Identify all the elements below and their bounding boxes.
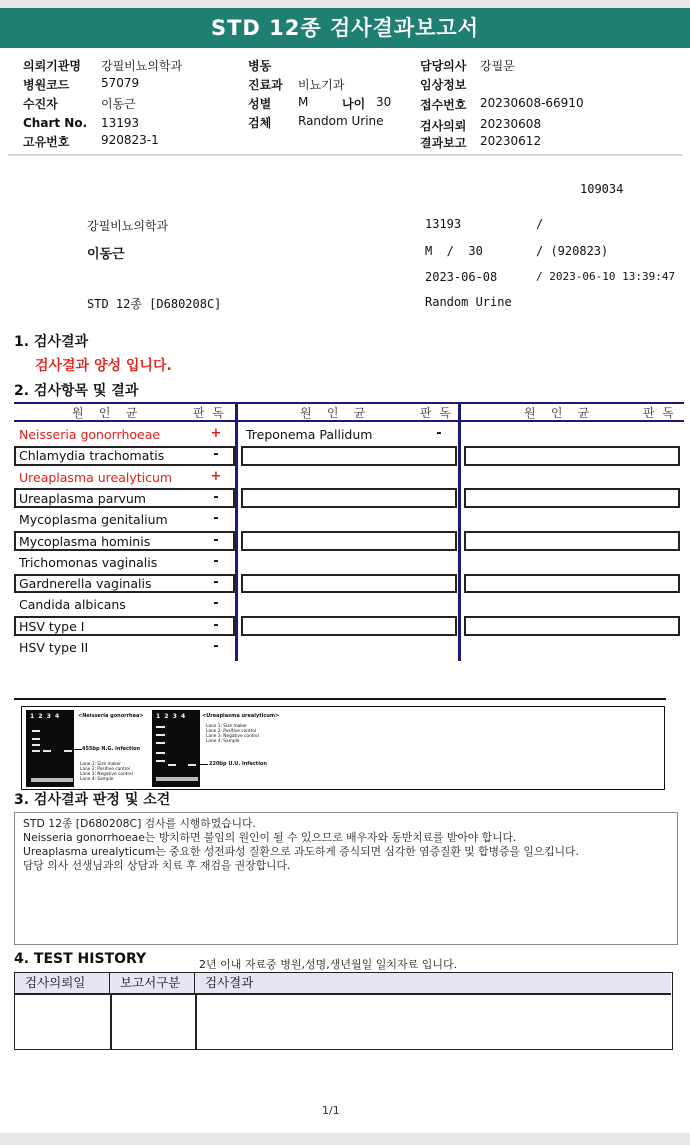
chart-no-value: 13193 [101,116,140,130]
gel1-band [32,738,40,740]
department-label: 진료과 [248,78,283,92]
gel1-legend [80,762,133,782]
result-row-box [464,574,680,594]
result-row-box [241,531,457,551]
patient-value: 이동근 [101,97,136,111]
header-pathogen-1: 원 인 균 [72,406,138,420]
pathogen-name: Trichomonas vaginalis [19,554,158,570]
result-sign: - [213,596,219,612]
result-sign: + [210,426,222,441]
summary-chart-no: 13193 [425,217,462,231]
receipt-value: 20230608-66910 [480,96,584,110]
pathogen-name: Ureaplasma parvum [19,490,146,506]
result-sign: - [213,447,219,463]
section4-title: 4. TEST HISTORY [14,951,147,967]
result-row-box [464,616,680,636]
pathogen-name: Gardnerella vaginalis [19,576,152,592]
gel-top-rule [14,698,666,700]
section1-result: 검사결과 양성 입니다. [35,358,172,374]
request-label: 검사의뢰 [420,119,467,133]
gel2-title: <Ureaplasma urealyticum> [202,713,280,719]
summary-report-datetime: / 2023-06-10 13:39:47 [536,270,676,283]
history-divider [195,994,197,1049]
summary-institution: 강필비뇨의학과 [87,219,169,233]
gel1-legend-line: Lane 2: Positive control [80,767,131,772]
history-col-request-date: 검사의뢰일 [15,973,110,994]
gel2-band [156,726,165,728]
gel1-legend-line: Lane 3: Negative control [80,772,133,777]
hospital-code-value: 57079 [101,76,140,90]
gel1-band [32,730,40,732]
unique-no-label: 고유번호 [23,135,70,149]
gel2-legend-line: Lane 1: Size maker [206,724,248,729]
patient-label: 수진자 [23,97,58,111]
receipt-label: 접수번호 [420,98,467,112]
gel-image-panel [21,706,665,790]
opinion-box [14,812,678,945]
pathogen-name: HSV type II [19,640,89,655]
age-value: 30 [376,95,392,109]
summary-sex-age: M / 30 [425,244,483,258]
section4-note: 2년 이내 자료중 병원,성명,생년월일 일치자료 입니다. [199,958,458,971]
gel2-image [152,710,200,787]
result-sign: + [210,468,222,484]
opinion-line: Neisseria gonorrhoeae는 방치하면 불임의 원인이 될 수 있으므로 배우자와 동반치료를 받아야 합니다. [23,831,517,844]
result-sign: - [213,532,219,548]
result-row-box [241,616,457,636]
header-divider [8,154,682,156]
request-value: 20230608 [480,117,542,131]
gel2-band [156,752,165,754]
gel2-legend [206,724,259,744]
gel1-legend-line: Lane 1: Size maker [80,762,122,767]
age-label: 나이 [342,97,366,111]
gel1-image [26,710,74,787]
result-sign: - [213,575,219,591]
gel1-band [31,778,73,782]
header-judgement-3: 판 독 [643,406,674,420]
result-sign: - [436,426,442,441]
gel2-band [168,764,176,766]
result-row-box [464,488,680,508]
gel1-band [32,744,40,746]
header-pathogen-3: 원 인 균 [524,406,590,420]
gel2-arrow [200,764,208,765]
result-sign: - [213,489,219,505]
summary-request-date: 2023-06-08 [425,270,498,284]
summary-patient: 이동근 [87,247,125,262]
column-divider-1 [235,403,238,661]
ward-label: 병동 [248,59,272,73]
opinion-line: 담당 의사 선생님과의 상담과 치료 후 재검을 권장합니다. [23,859,291,872]
pathogen-name: Candida albicans [19,597,126,613]
result-row-box [241,488,457,508]
gel1-band [43,750,51,752]
specimen-value: Random Urine [298,114,384,128]
top-margin [0,0,690,8]
gel2-legend-line: Lane 3: Negative control [206,734,259,739]
header-pathogen-2: 원 인 균 [300,406,366,420]
gel2-band [156,777,198,781]
result-sign: - [213,617,219,633]
pathogen-name: Ureaplasma urealyticum [19,469,173,485]
history-col-report-type: 보고서구분 [110,973,195,994]
sex-value: M [298,95,309,109]
gel1-arrow [74,749,82,750]
department-value: 비뇨기과 [298,78,345,92]
clinical-label: 임상정보 [420,78,467,92]
gel2-lane-numbers: 1 2 3 4 [156,713,186,720]
gel2-band [156,742,165,744]
gel2-legend-line: Lane 2: Positive control [206,729,257,734]
chart-no-label: Chart No. [23,116,88,130]
summary-birth: / (920823) [536,244,609,258]
history-header-line [15,993,671,995]
history-table [14,972,673,1050]
pathogen-name: Neisseria gonorrhoeae [19,427,161,442]
gel2-band [156,734,165,736]
institution-label: 의뢰기관명 [23,59,81,73]
doctor-value: 강필문 [480,59,515,73]
summary-code: 109034 [580,182,624,196]
section2-title: 2. 검사항목 및 결과 [14,383,139,399]
section1-title: 1. 검사결과 [14,334,89,350]
pathogen-name: Treponema Pallidum [246,427,373,442]
gel1-band [64,750,72,752]
result-row-box [241,574,457,594]
summary-slash: / [536,217,544,231]
summary-test-name: STD 12종 [D680208C] [87,297,222,311]
opinion-line: Ureaplasma urealyticum는 중요한 성전파성 질환으로 과도하게 증식되면 심각한 염증질환 및 합병증을 일으킵니다. [23,845,579,858]
result-sign: - [213,639,219,654]
sex-label: 성별 [248,97,272,111]
institution-value: 강필비뇨의학과 [101,59,183,73]
column-divider-2 [458,403,461,661]
unique-no-value: 920823-1 [101,133,159,147]
history-divider [110,994,112,1049]
gel1-band [32,750,40,752]
gel2-legend-line: Lane 4: Sample [206,739,240,744]
section3-title: 3. 검사결과 판정 및 소견 [14,792,171,808]
header-judgement-1: 판 독 [193,406,224,420]
pathogen-name: Mycoplasma hominis [19,533,151,549]
report-title: STD 12종 검사결과보고서 [0,8,690,48]
pathogen-name: HSV type I [19,618,85,634]
gel1-title: <Neisseria gonorrhea> [78,713,144,719]
specimen-label: 검체 [248,116,272,130]
summary-specimen: Random Urine [425,295,512,309]
result-row-box [464,446,680,466]
hospital-code-label: 병원코드 [23,78,70,92]
gel2-band [156,760,165,762]
result-sign: - [213,511,219,527]
doctor-label: 담당의사 [420,59,467,73]
page-number: 1/1 [322,1104,340,1117]
report-value: 20230612 [480,134,542,148]
pathogen-name: Mycoplasma genitalium [19,512,168,528]
report-label: 결과보고 [420,136,467,150]
gel1-lane-numbers: 1 2 3 4 [30,713,60,720]
header-judgement-2: 판 독 [420,406,451,420]
result-row-box [464,531,680,551]
gel2-band-label: 220bp U.U. infection [209,761,267,767]
result-sign: - [213,553,219,569]
history-col-result: 검사결과 [195,973,671,994]
result-row-box [241,446,457,466]
pathogen-name: Chlamydia trachomatis [19,448,165,464]
gel1-legend-line: Lane 4: Sample [80,777,114,782]
gel2-band [188,764,196,766]
gel1-band-label: 455bp N.G. infection [82,746,141,752]
opinion-line: STD 12종 [D680208C] 검사를 시행하였습니다. [23,817,256,830]
bottom-margin [0,1133,690,1145]
